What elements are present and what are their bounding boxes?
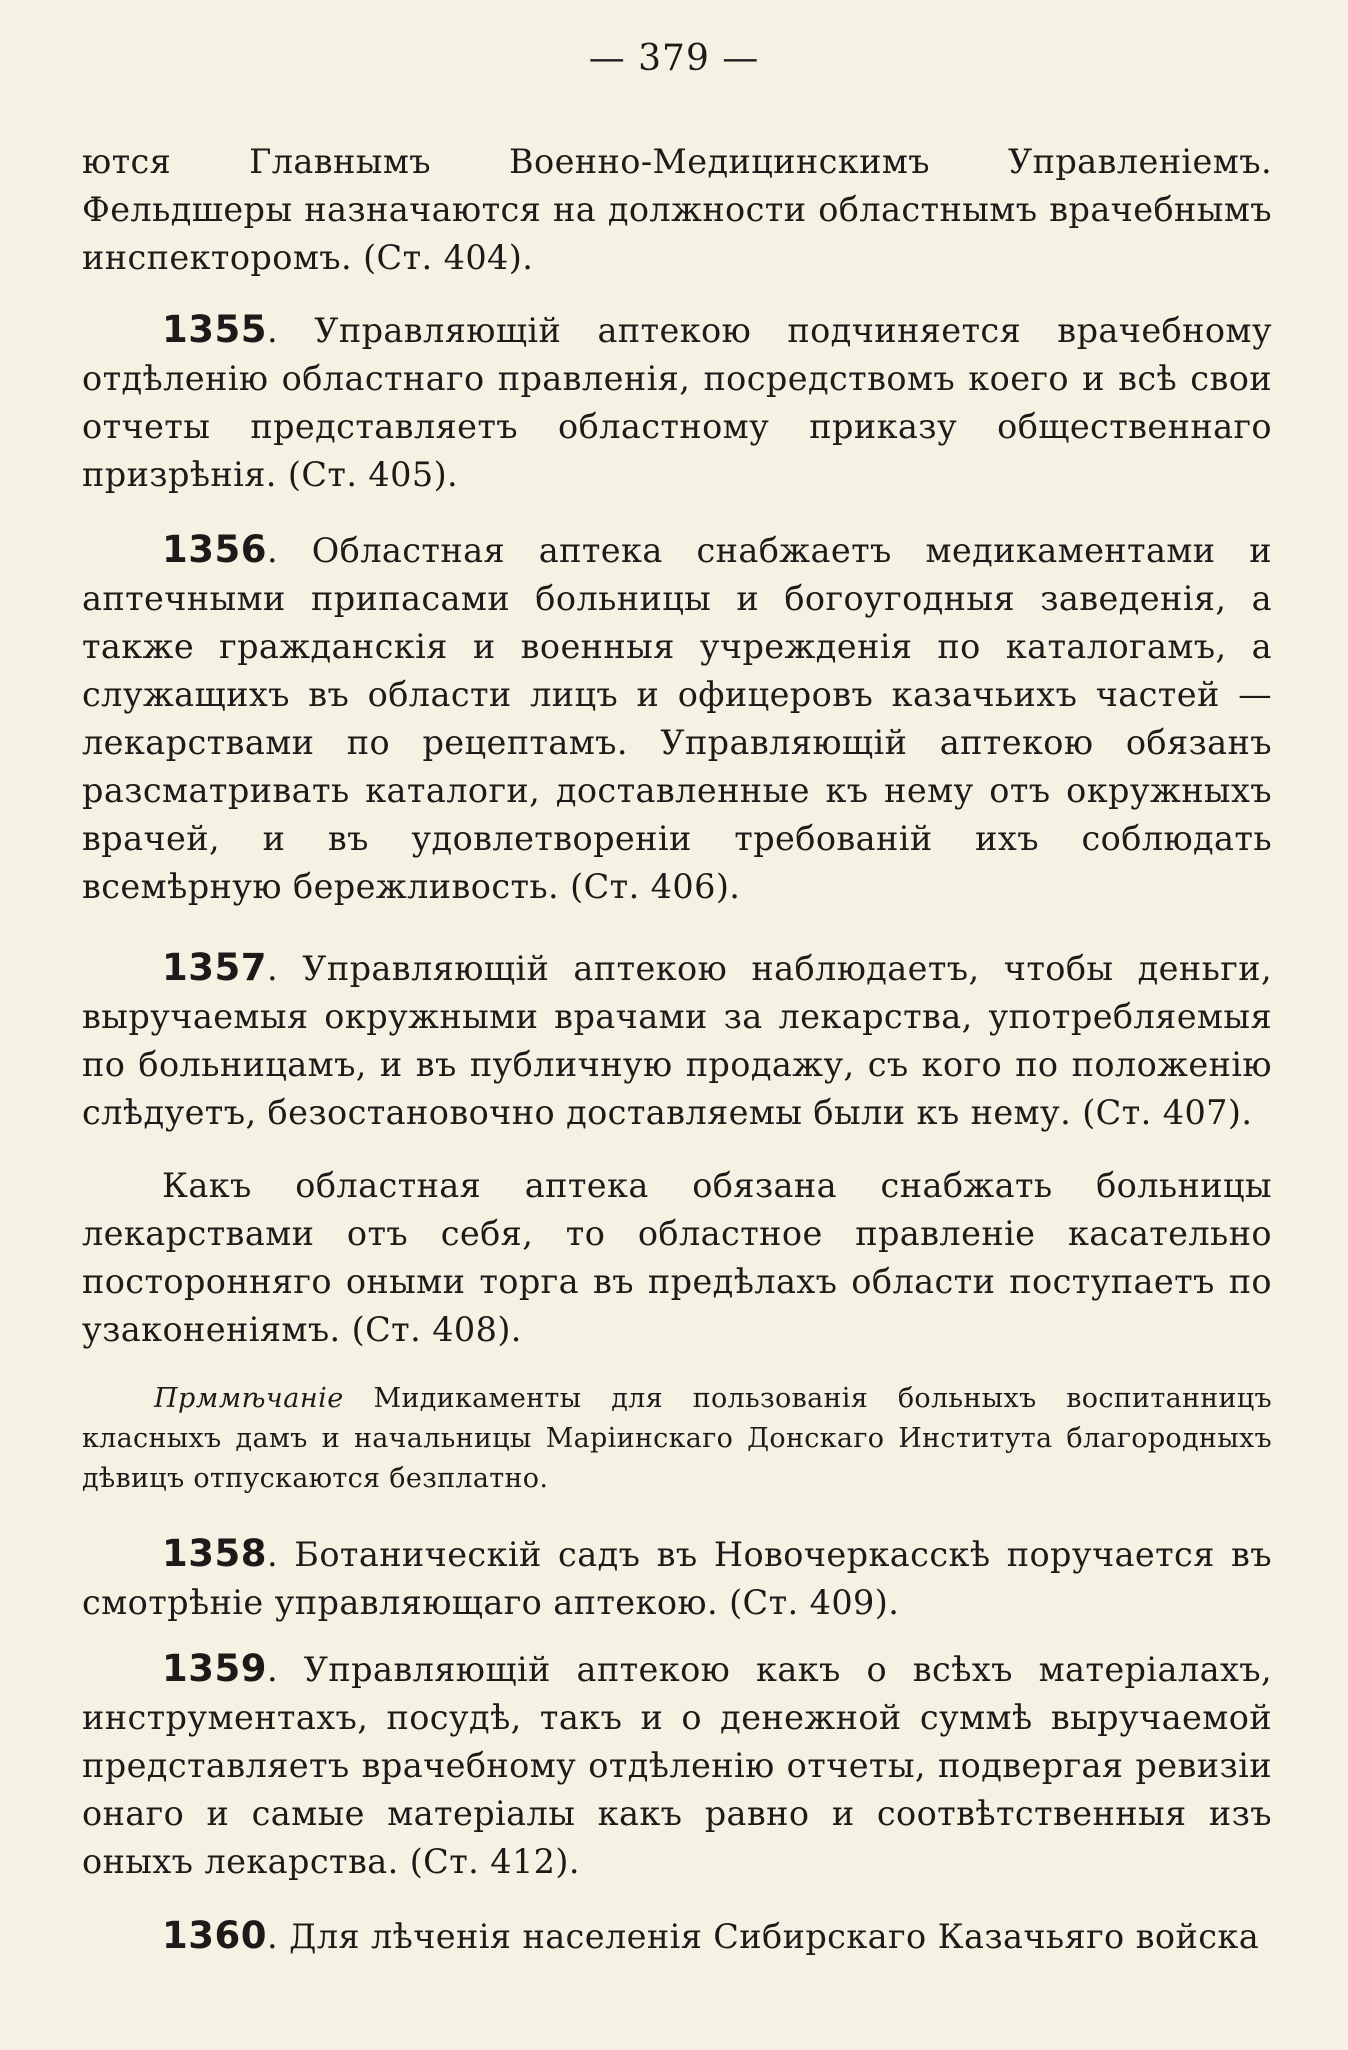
article-number: 1358 (162, 1532, 267, 1575)
article-1358 (82, 1530, 1272, 1627)
article-1355 (82, 306, 1272, 499)
paragraph-continuation (82, 138, 1272, 282)
note (82, 1379, 1272, 1499)
article-number: 1357 (162, 946, 267, 989)
article-1360 (82, 1912, 1272, 1961)
article-number: 1360 (162, 1914, 267, 1957)
paragraph-text: . Ботаническій садъ въ Новочеркасскѣ поручается въ смотрѣніе управляющаго аптекою. (Ст. 409). (82, 1535, 1272, 1622)
article-number: 1355 (162, 308, 267, 351)
article-1356 (82, 526, 1272, 911)
note-label: Прммѣчаніе (154, 1383, 344, 1414)
article-number: 1359 (162, 1647, 267, 1690)
paragraph-text: . Для лѣченія населенія Сибирскаго Казачьяго войска (266, 1917, 1260, 1956)
article-1359 (82, 1645, 1272, 1886)
page-number: — 379 — (588, 38, 760, 79)
paragraph-text: . Областная аптека снабжаетъ медикаментами и аптечными припасами больницы и богоугодныя заведенія, а также гражданскія и военныя учрежденія по каталогамъ, а служащихъ въ области лицъ и офицеровъ казачьихъ частей — лекарствами по рецептамъ. Управляющій аптекою обязанъ разсматривать каталоги, доставленные къ нему отъ окружныхъ врачей, и въ удовлетвореніи требованій ихъ соблюдать всемѣрную бережливость. (Ст. 406). (82, 531, 1272, 906)
paragraph-text: . Управляющій аптекою наблюдаетъ, чтобы деньги, выручаемыя окружными врачами за лекарства, употребляемыя по больницамъ, и въ публичную продажу, съ кого по положенію слѣдуетъ, безостановочно доставляемы были къ нему. (Ст. 407). (82, 949, 1272, 1132)
article-1357 (82, 944, 1272, 1137)
paragraph-text: . Управляющій аптекою какъ о всѣхъ матеріалахъ, инструментахъ, посудѣ, такъ и о денежной суммѣ выручаемой представляетъ врачебному отдѣленію отчеты, подвергая ревизіи онаго и самые матеріалы какъ равно и соотвѣтственныя изъ оныхъ лекарства. (Ст. 412). (82, 1650, 1272, 1881)
note-text: Мидикаменты для пользованія больныхъ воспитанницъ класныхъ дамъ и начальницы Маріинскаго Донскаго Института благородныхъ дѣвицъ отпускаются безплатно. (82, 1383, 1272, 1494)
paragraph-text: Какъ областная аптека обязана снабжать больницы лекарствами отъ себя, то областное правленіе касательно посторонняго оными торга въ предѣлахъ области поступаетъ по узаконеніямъ. (Ст. 408). (82, 1166, 1272, 1349)
paragraph-text: ются Главнымъ Военно-Медицинскимъ Управленіемъ. Фельдшеры назначаются на должности областнымъ врачебнымъ инспекторомъ. (Ст. 404). (82, 142, 1272, 277)
article-number: 1356 (162, 528, 267, 571)
paragraph-text: . Управляющій аптекою подчиняется врачебному отдѣленію областнаго правленія, посредствомъ коего и всѣ свои отчеты представляетъ областному приказу общественнаго призрѣнія. (Ст. 405). (82, 311, 1272, 494)
paragraph-1357-continued (82, 1162, 1272, 1354)
